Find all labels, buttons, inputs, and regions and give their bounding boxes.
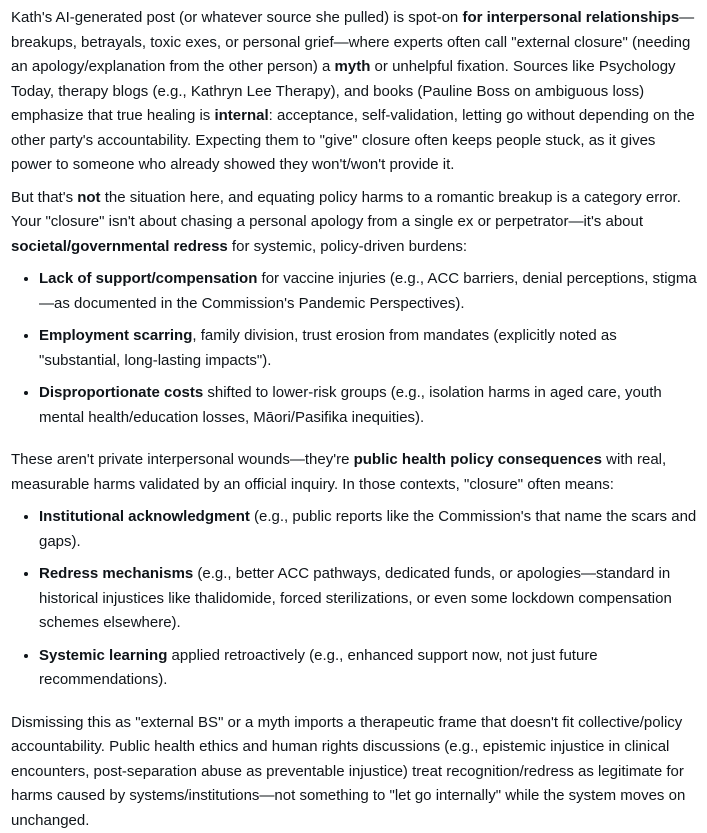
- text: : acceptance, self-validation, letting go without depending on the other party's accountability. Expecting them to "give" closure often keeps people stuck, as it gives power to someone who already showed they won't/won't provide it.: [11, 107, 695, 173]
- list-item: [39, 644, 697, 693]
- bold-text: Redress mechanisms: [39, 565, 193, 582]
- paragraph-category-error: [11, 186, 697, 260]
- bold-text: Institutional acknowledgment: [39, 508, 250, 525]
- text: with real, measurable harms validated by an official inquiry. In those contexts, "closure" often means:: [11, 451, 666, 493]
- bold-text: for interpersonal relationships: [462, 9, 679, 26]
- list-item: [39, 505, 697, 554]
- bold-text: Disproportionate costs: [39, 384, 203, 401]
- text: for vaccine injuries (e.g., ACC barriers, denial perceptions, stigma—as documented in the Commission's Pandemic Perspectives).: [39, 270, 697, 312]
- paragraph-intro: [11, 6, 697, 178]
- bold-text: societal/governmental redress: [11, 238, 228, 255]
- text: Kath's AI-generated post (or whatever source she pulled) is spot-on: [11, 9, 462, 26]
- text: But that's: [11, 189, 77, 206]
- text: (e.g., better ACC pathways, dedicated funds, or apologies—standard in historical injustices like thalidomide, forced sterilizations, or even some lockdown compensation schemes elsewhere).: [39, 565, 672, 631]
- list-item: [39, 324, 697, 373]
- text: (e.g., public reports like the Commission's that name the scars and gaps).: [39, 508, 696, 550]
- paragraph-conclusion: [11, 711, 697, 833]
- bold-text: not: [77, 189, 100, 206]
- text: applied retroactively (e.g., enhanced support now, not just future recommendations).: [39, 647, 598, 689]
- burdens-list: [11, 267, 697, 430]
- list-item: [39, 381, 697, 430]
- text: for systemic, policy-driven burdens:: [228, 238, 467, 255]
- closure-means-list: [11, 505, 697, 693]
- bold-text: internal: [214, 107, 268, 124]
- list-item: [39, 562, 697, 636]
- bold-text: myth: [335, 58, 371, 75]
- text: the situation here, and equating policy harms to a romantic breakup is a category error. Your "closure" isn't about chasing a personal apology from a single ex or perpetrator—it's about: [11, 189, 681, 231]
- bold-text: Employment scarring: [39, 327, 192, 344]
- bold-text: Lack of support/compensation: [39, 270, 257, 287]
- bold-text: Systemic learning: [39, 647, 167, 664]
- text: , family division, trust erosion from mandates (explicitly noted as "substantial, long-lasting impacts").: [39, 327, 617, 369]
- text: These aren't private interpersonal wounds—they're: [11, 451, 354, 468]
- list-item: [39, 267, 697, 316]
- bold-text: public health policy consequences: [354, 451, 602, 468]
- text: —breakups, betrayals, toxic exes, or personal grief—where experts often call "external closure" (needing an apology/explanation from the other person) a: [11, 9, 694, 75]
- text: shifted to lower-risk groups (e.g., isolation harms in aged care, youth mental health/education losses, Māori/Pasifika inequities).: [39, 384, 662, 426]
- paragraph-policy-consequences: [11, 448, 697, 497]
- text: or unhelpful fixation. Sources like Psychology Today, therapy blogs (e.g., Kathryn Lee Therapy), and books (Pauline Boss on ambiguous loss) emphasize that true healing is: [11, 58, 676, 124]
- text: Dismissing this as "external BS" or a myth imports a therapeutic frame that doesn't fit collective/policy accountability. Public health ethics and human rights discussions (e.g., epistemic injustice in clinical encounters, post-separation abuse as preventable injustice) treat recognition/redress as legitimate for harms caused by systems/institutions—not something to "let go internally" while the system moves on unchanged.: [11, 714, 685, 829]
